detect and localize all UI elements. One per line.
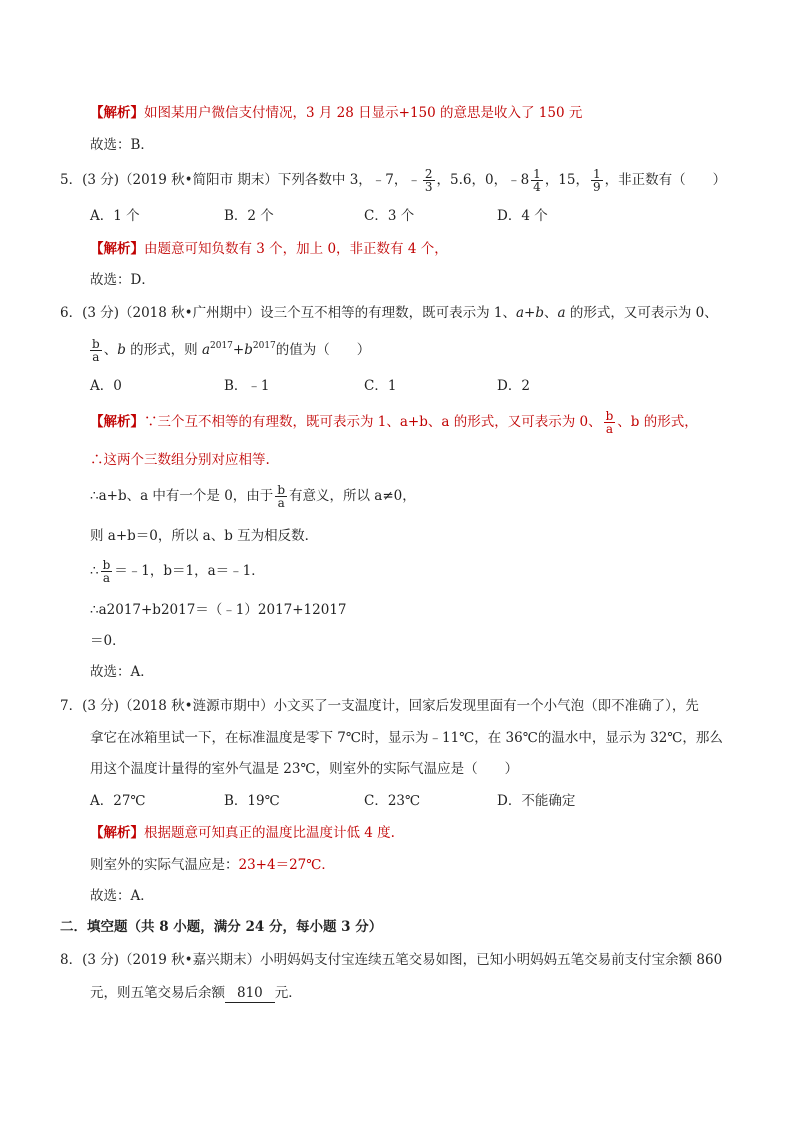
fraction: $\frac{b}{a}$ [102, 558, 111, 585]
q4-answer: 故选：B． [90, 137, 154, 153]
q6-step-5: ∴a2017+b2017＝（﹣1）2017+12017 [90, 602, 347, 618]
q6-option-a: A．0 [90, 378, 122, 394]
fraction: $\frac{1}{4}$ [533, 167, 541, 194]
q6-analysis: 【解析】∵三个互不相等的有理数，既可表示为 1、a+b、a 的形式，又可表示为 0、 $\frac{b}{a}$ 、b 的形式， [90, 409, 698, 436]
q6-option-c: C．1 [364, 378, 397, 394]
q5-option-d: D．4 个 [497, 208, 548, 224]
analysis-tag: 【解析】 [90, 825, 144, 841]
fraction: $\frac{1}{9}$ [593, 167, 601, 194]
analysis-tag: 【解析】 [90, 105, 144, 121]
q7-analysis: 【解析】根据题意可知真正的温度比温度计低 4 度. [90, 825, 395, 841]
fraction: $\frac{b}{a}$ [605, 409, 614, 436]
q6-option-b: B．﹣1 [224, 378, 270, 394]
answer-blank: 810 [225, 984, 275, 1003]
q7-stem-line3: 用这个温度计量得的室外气温是 23℃，则室外的实际气温应是（ ） [90, 761, 519, 777]
q6-option-d: D．2 [497, 378, 530, 394]
q7-option-b: B．19℃ [224, 793, 280, 809]
q6-answer: 故选：A． [90, 664, 154, 680]
q7-stem-line1: 7．(3 分)（2018 秋•涟源市期中）小文买了一支温度计，回家后发现里面有一个小气泡（即不准确了），先 [60, 698, 699, 714]
q8-stem-line1: 8．(3 分)（2019 秋•嘉兴期末）小明妈妈支付宝连续五笔交易如图，已知小明妈妈五笔交易前支付宝余额 860 [60, 952, 723, 968]
q6-step-6: ＝0． [90, 633, 126, 649]
q5-analysis: 【解析】由题意可知负数有 3 个，加上 0，非正数有 4 个， [90, 241, 448, 257]
q6-step-4: ∴ $\frac{b}{a}$ ＝﹣1，b＝1，a＝﹣1． [90, 558, 265, 585]
q7-step-1: 则室外的实际气温应是：23+4＝27℃． [90, 857, 335, 873]
q6-step-1: ∴这两个三数组分别对应相等. [90, 452, 270, 468]
q5-option-b: B．2 个 [224, 208, 274, 224]
fraction: $\frac{2}{3}$ [424, 167, 433, 194]
q5-stem: 5．(3 分)（2019 秋•简阳市 期末）下列各数中 3，﹣7，﹣ $\frac{2}{3}$ ，5.6，0，﹣8 $\frac{1}{4}$ ，15， $\frac{1}{9}$ ，非正数有（ ） [60, 167, 727, 194]
q5-answer: 故选：D． [90, 272, 155, 288]
q6-step-2: ∴a+b、a 中有一个是 0，由于 $\frac{b}{a}$ 有意义，所以 a≠0， [90, 483, 416, 510]
q4-analysis: 【解析】如图某用户微信支付情况，3 月 28 日显示+150 的意思是收入了 150 元 [90, 105, 583, 121]
q7-stem-line2: 拿它在冰箱里试一下，在标准温度是零下 7℃时，显示为﹣11℃，在 36℃的温水中，显示为 32℃，那么 [90, 730, 723, 746]
q7-option-c: C．23℃ [364, 793, 421, 809]
q6-step-3: 则 a+b＝0，所以 a、b 互为相反数． [90, 528, 319, 544]
q6-stem-line1: 6．(3 分)（2018 秋•广州期中）设三个互不相等的有理数，既可表示为 1、a+b、a 的形式，又可表示为 0、 [60, 305, 718, 321]
q7-answer: 故选：A． [90, 888, 154, 904]
q5-option-c: C．3 个 [364, 208, 415, 224]
analysis-tag: 【解析】 [90, 241, 144, 257]
analysis-tag: 【解析】 [90, 414, 144, 430]
q6-stem-line2: $\frac{b}{a}$ 、b 的形式，则 $a^{2017}+b^{2017}$的值为（ ） [92, 337, 371, 364]
fraction: $\frac{b}{a}$ [277, 483, 285, 510]
q5-option-a: A．1 个 [90, 208, 140, 224]
q7-option-d: D．不能确定 [497, 793, 576, 809]
q8-stem-line2: 元，则五笔交易后余额 810 元． [90, 985, 302, 1001]
section-title: 二．填空题（共 8 小题，满分 24 分，每小题 3 分） [60, 919, 383, 935]
fraction: $\frac{b}{a}$ [92, 337, 100, 364]
q7-option-a: A．27℃ [90, 793, 146, 809]
